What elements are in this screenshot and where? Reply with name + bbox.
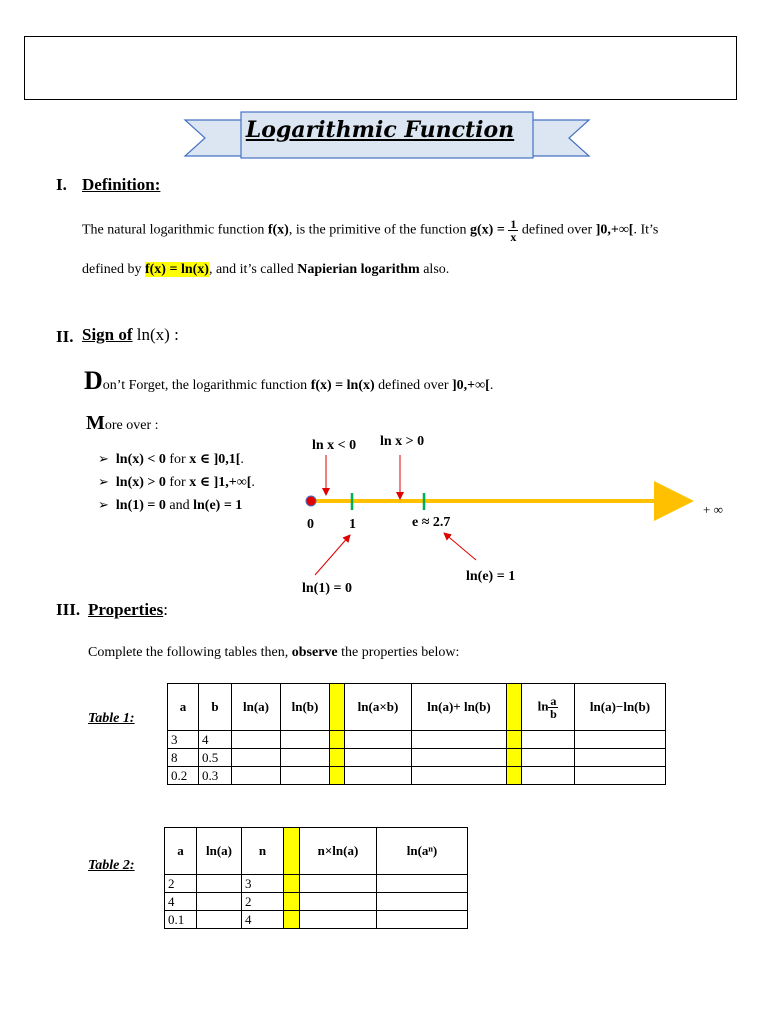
cell: 0.5: [199, 749, 232, 767]
separator-cell: [284, 828, 300, 875]
numerator: 1: [510, 217, 517, 231]
set: x ∈ ]0,1[: [189, 452, 241, 467]
header-cell: n: [242, 828, 284, 875]
table-row: [165, 875, 468, 893]
table-header-row: [168, 684, 666, 731]
cell: 0.2: [168, 767, 199, 785]
pointer-ln1: [315, 535, 350, 575]
drop-cap: D: [84, 366, 103, 395]
heading-text: Properties: [88, 600, 164, 619]
heading-colon: :: [174, 325, 179, 344]
cell[interactable]: [197, 911, 242, 929]
header-cell: ln(a)+ ln(b): [412, 684, 507, 731]
cell: 3: [168, 731, 199, 749]
cell[interactable]: [345, 749, 412, 767]
header-cell: a: [165, 828, 197, 875]
separator-cell: [507, 731, 522, 749]
arrow-bullet-icon: ➢: [98, 474, 109, 489]
cell[interactable]: [197, 893, 242, 911]
cell: 0.1: [165, 911, 197, 929]
text: .: [251, 475, 255, 490]
header-cell: a: [168, 684, 199, 731]
text: , is the primitive of the function: [288, 222, 467, 238]
separator-cell: [330, 767, 345, 785]
separator-cell: [507, 684, 522, 731]
heading-colon: :: [163, 600, 168, 619]
header-cell: ln(a×b): [345, 684, 412, 731]
arrow-bullet-icon: ➢: [98, 497, 109, 512]
fraction: [508, 218, 518, 243]
inequality: ln(x) < 0: [115, 452, 166, 467]
separator-cell: [330, 749, 345, 767]
cell: 4: [242, 911, 284, 929]
cell[interactable]: [300, 911, 377, 929]
cell: 4: [199, 731, 232, 749]
section-number: III.: [56, 600, 81, 619]
cell[interactable]: [281, 749, 330, 767]
origin-dot: [306, 496, 316, 506]
ln-prefix: ln: [537, 697, 549, 713]
text: .: [240, 452, 244, 467]
interval: ]0,+∞[: [595, 222, 634, 238]
cell[interactable]: [232, 731, 281, 749]
numerator: a: [550, 693, 557, 708]
drop-cap: M: [86, 412, 105, 434]
cell[interactable]: [522, 731, 575, 749]
table-1: [167, 683, 666, 785]
section-heading: [82, 325, 179, 345]
text: ore over :: [104, 418, 159, 433]
header-cell: n×ln(a): [300, 828, 377, 875]
page-title: Logarithmic Function: [245, 117, 515, 143]
annotation-ln1: ln(1) = 0: [302, 581, 352, 596]
bullet-item: [98, 474, 255, 491]
text: Complete the following tables then,: [88, 645, 289, 660]
text: for: [169, 475, 186, 490]
cell: 2: [165, 875, 197, 893]
separator-cell: [284, 911, 300, 929]
table-2: [164, 827, 468, 929]
reminder-line: [84, 366, 493, 396]
text: for: [169, 452, 186, 467]
tick-label-zero: 0: [307, 517, 314, 532]
cell[interactable]: [575, 731, 666, 749]
definition-line-2: [82, 262, 449, 278]
text: the properties below:: [341, 645, 460, 660]
arrow-bullet-icon: ➢: [98, 451, 109, 466]
denominator: x: [510, 230, 517, 244]
label-infinity: + ∞: [703, 502, 723, 517]
table-row: [165, 893, 468, 911]
bullet-item: [98, 497, 242, 514]
cell[interactable]: [300, 893, 377, 911]
cell: 0.3: [199, 767, 232, 785]
table-row: [168, 731, 666, 749]
text: defined over: [521, 222, 593, 238]
header-cell: ln(a): [232, 684, 281, 731]
header-cell-fraction: [522, 684, 575, 731]
tick-label-one: 1: [349, 517, 356, 532]
cell[interactable]: [345, 731, 412, 749]
separator-cell: [330, 731, 345, 749]
cell[interactable]: [345, 767, 412, 785]
text: defined over: [378, 378, 449, 393]
cell: 8: [168, 749, 199, 767]
math-fx: f(x): [267, 222, 289, 238]
text: . It’s: [633, 222, 659, 238]
table-row: [165, 911, 468, 929]
separator-cell: [330, 684, 345, 731]
inequality: ln(x) > 0: [115, 475, 166, 490]
definition-line-1: [82, 218, 658, 243]
equation: ln(1) = 0: [115, 498, 166, 513]
cell[interactable]: [300, 875, 377, 893]
interval: ]0,+∞[: [452, 378, 490, 393]
cell[interactable]: [281, 731, 330, 749]
cell[interactable]: [412, 749, 507, 767]
text: on’t Forget, the logarithmic function: [102, 378, 308, 393]
math-gx: g(x) =: [470, 222, 505, 238]
text: also.: [423, 262, 450, 277]
cell[interactable]: [197, 875, 242, 893]
separator-cell: [507, 749, 522, 767]
cell[interactable]: [377, 875, 468, 893]
pointer-lne: [444, 533, 476, 560]
cell[interactable]: [575, 767, 666, 785]
table-row: [168, 749, 666, 767]
math-fx: f(x) = ln(x): [310, 378, 375, 393]
section-heading: [88, 600, 168, 620]
cell[interactable]: [377, 911, 468, 929]
cell[interactable]: [232, 749, 281, 767]
header-cell: ln(aⁿ): [377, 828, 468, 875]
heading-text: Sign of: [82, 325, 133, 344]
header-cell: ln(a): [197, 828, 242, 875]
bold-term: Napierian logarithm: [297, 262, 420, 277]
cell[interactable]: [377, 893, 468, 911]
denominator: b: [550, 706, 557, 721]
cell[interactable]: [412, 767, 507, 785]
cell[interactable]: [281, 767, 330, 785]
table-row: [168, 767, 666, 785]
tick-label-e: e ≈ 2.7: [412, 515, 451, 530]
text: .: [489, 378, 494, 393]
table-header-row: [165, 828, 468, 875]
header-cell: ln(a)−ln(b): [575, 684, 666, 731]
bold-term: observe: [291, 645, 338, 660]
header-box: [24, 36, 737, 100]
cell: 2: [242, 893, 284, 911]
cell[interactable]: [232, 767, 281, 785]
text: defined by: [82, 262, 142, 277]
table2-label: Table 2:: [88, 858, 135, 873]
text: and: [169, 498, 190, 513]
annotation-lne: ln(e) = 1: [466, 569, 516, 584]
section-heading: Definition:: [82, 175, 161, 194]
properties-intro: [88, 645, 459, 661]
set: x ∈ ]1,+∞[: [189, 475, 252, 490]
section-number: I.: [56, 175, 67, 194]
cell[interactable]: [522, 767, 575, 785]
header-cell: b: [199, 684, 232, 731]
equation: ln(e) = 1: [193, 498, 243, 513]
label-ln-positive: ln x > 0: [380, 434, 425, 449]
separator-cell: [507, 767, 522, 785]
cell[interactable]: [522, 749, 575, 767]
cell[interactable]: [412, 731, 507, 749]
more-over-line: [86, 412, 159, 435]
cell[interactable]: [575, 749, 666, 767]
fraction: [548, 695, 558, 720]
bullet-item: [98, 451, 244, 468]
header-cell: ln(b): [281, 684, 330, 731]
label-ln-negative: ln x < 0: [312, 438, 357, 453]
cell: 4: [165, 893, 197, 911]
text: , and it’s called: [208, 262, 294, 277]
table1-label: Table 1:: [88, 711, 135, 726]
separator-cell: [284, 893, 300, 911]
separator-cell: [284, 875, 300, 893]
highlighted-formula: f(x) = ln(x): [144, 262, 209, 277]
heading-math: ln(x): [136, 325, 170, 344]
text: The natural logarithmic function: [82, 222, 265, 238]
cell: 3: [242, 875, 284, 893]
section-number: II.: [56, 327, 74, 346]
